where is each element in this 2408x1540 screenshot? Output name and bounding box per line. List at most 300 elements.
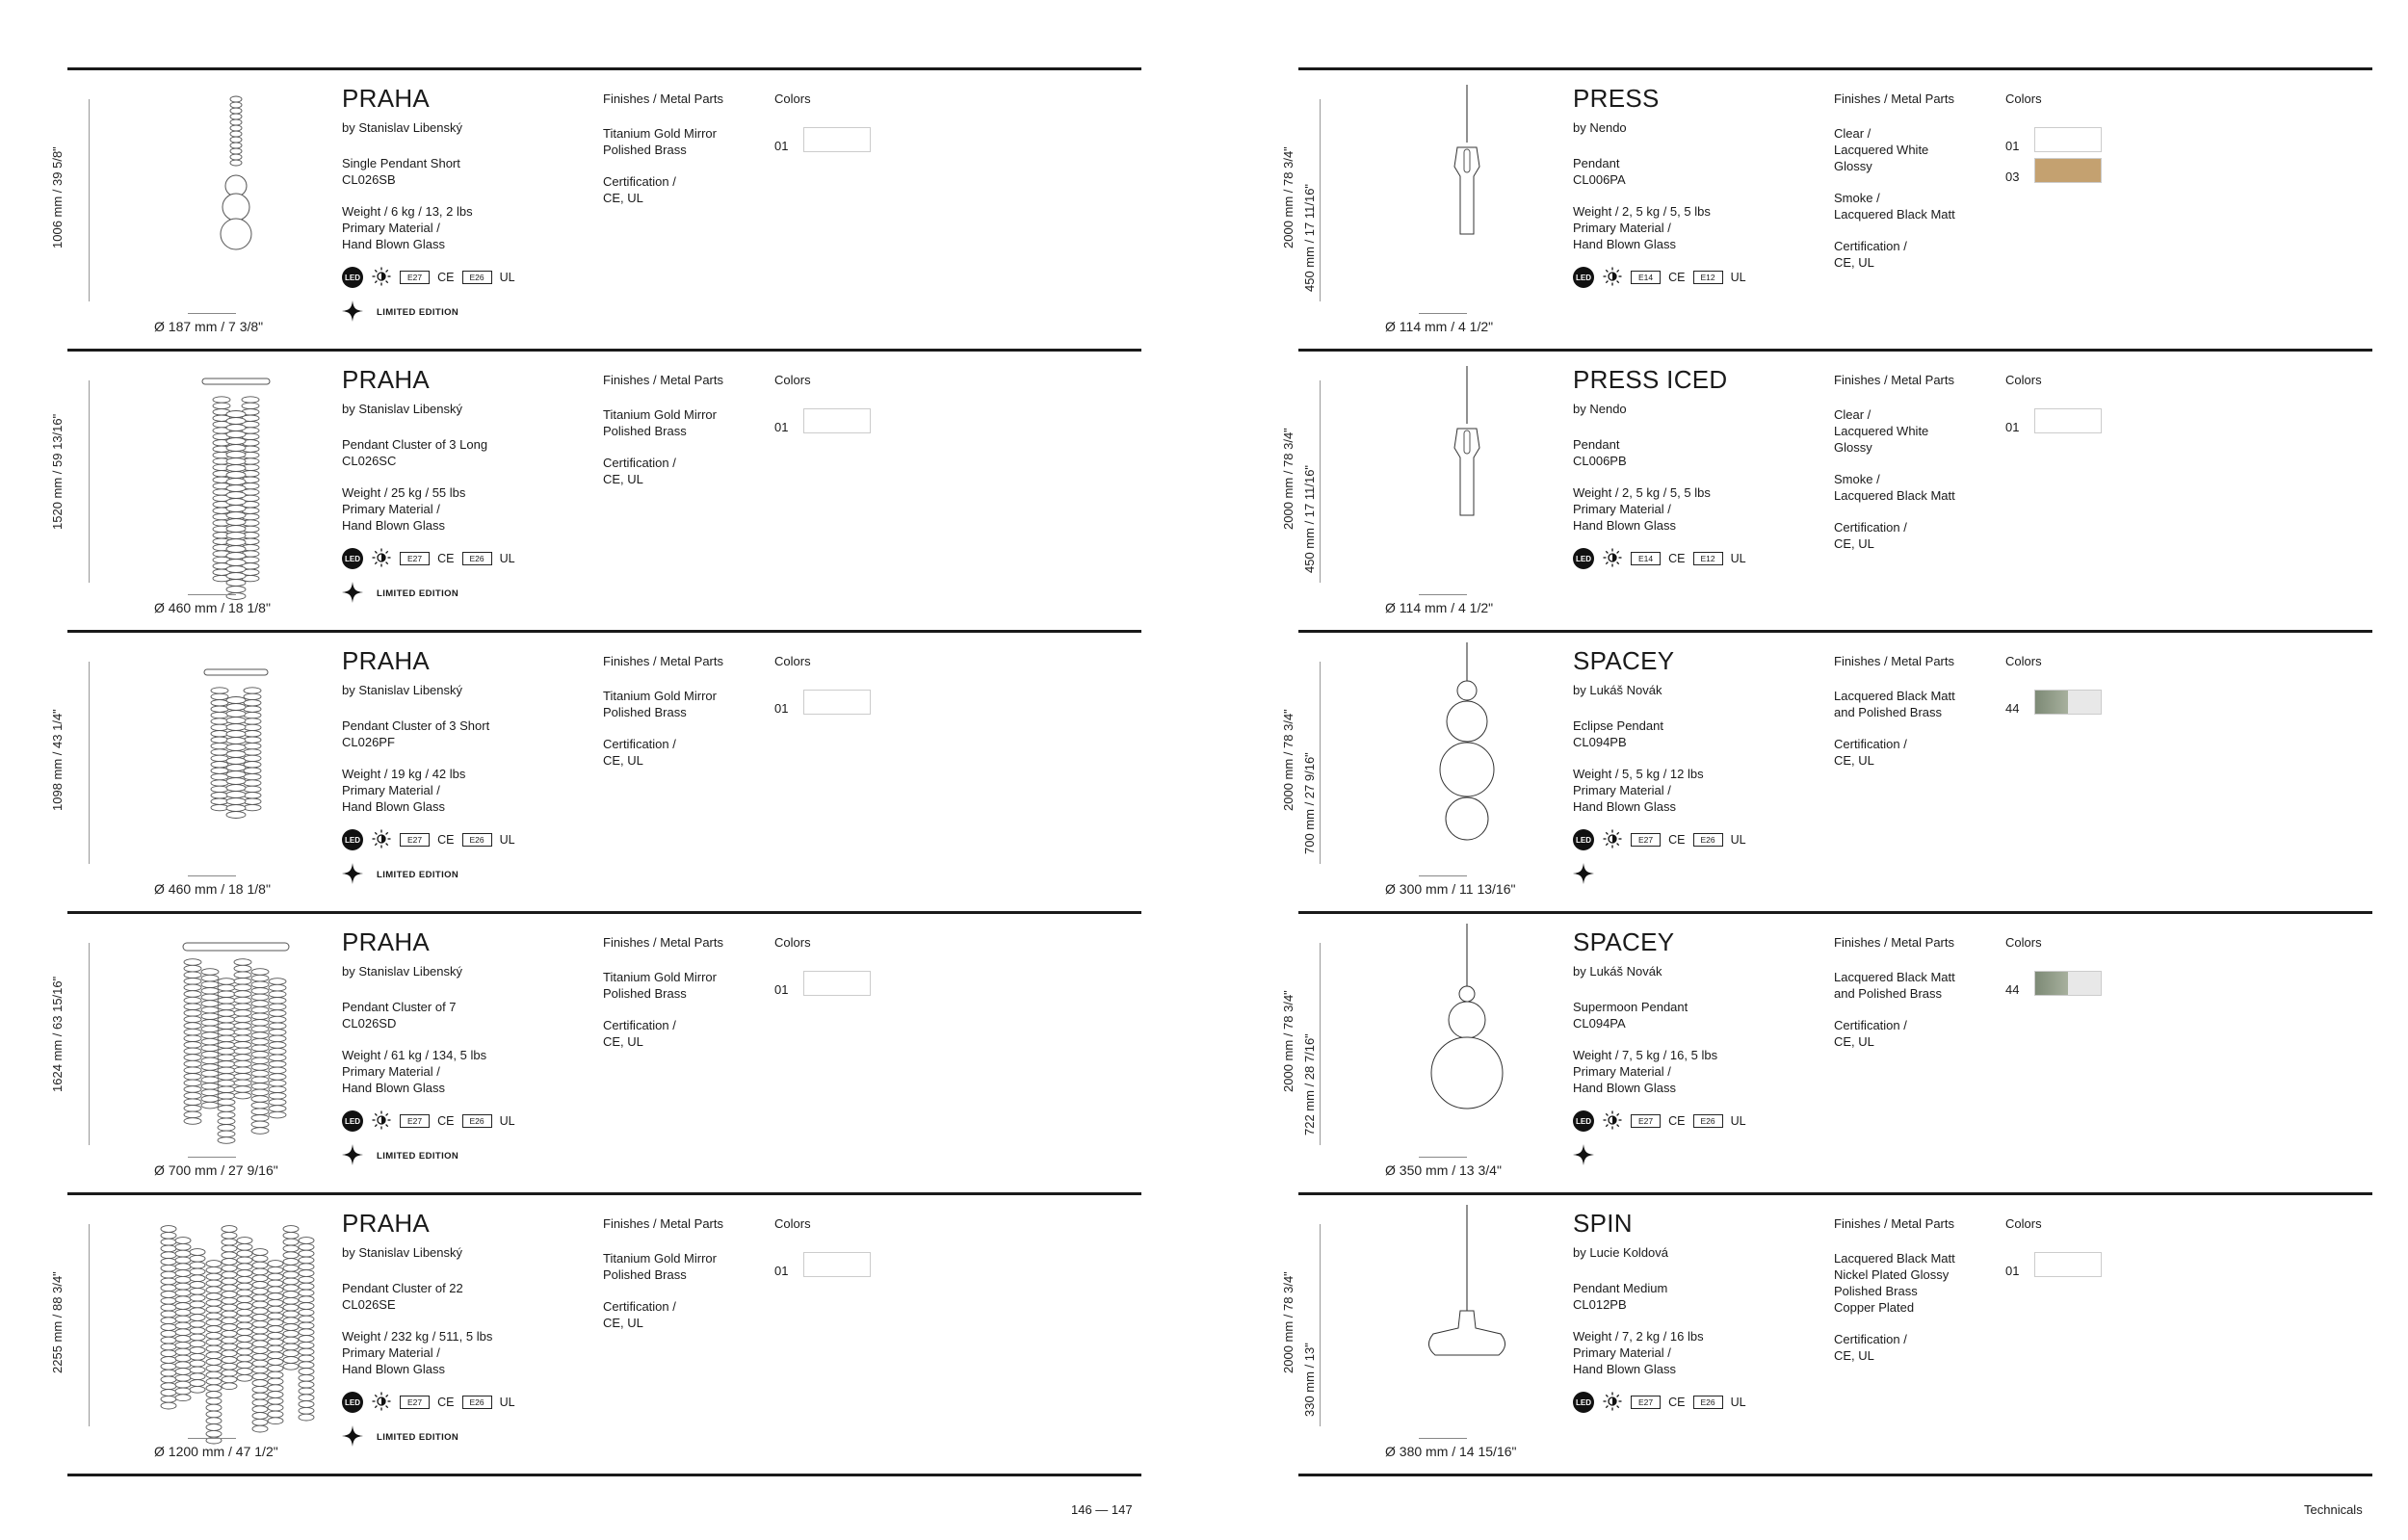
height-label: 1098 mm / 43 1/4" bbox=[50, 709, 65, 811]
product-type bbox=[1573, 155, 1823, 188]
spec-icons bbox=[1573, 1391, 1823, 1414]
socket-badge: E26 bbox=[462, 1396, 492, 1409]
diameter-label: Ø 114 mm / 4 1/2" bbox=[1385, 319, 1494, 334]
material-label: Primary Material / bbox=[342, 1064, 440, 1079]
certification-label: Certification / bbox=[603, 456, 676, 470]
color-swatch-row bbox=[774, 688, 890, 717]
weight-block bbox=[342, 766, 592, 815]
certification-label: Certification / bbox=[1834, 737, 1907, 751]
finish-group bbox=[1834, 1250, 1998, 1316]
height-line bbox=[1320, 662, 1321, 864]
finish-item: Polished Brass bbox=[1834, 1284, 1918, 1298]
height-label: 2000 mm / 78 3/4" bbox=[1281, 146, 1296, 248]
finish-item: Titanium Gold Mirror bbox=[603, 689, 717, 703]
spec-icons bbox=[1573, 547, 1823, 570]
material-label: Primary Material / bbox=[1573, 1064, 1671, 1079]
lamp-drawing bbox=[125, 642, 347, 883]
certification-value: CE, UL bbox=[1834, 1348, 1874, 1363]
height-line bbox=[1320, 99, 1321, 301]
certification-mark: CE bbox=[1668, 833, 1686, 847]
height-label-shade: 700 mm / 27 9/16" bbox=[1302, 752, 1317, 854]
color-swatch-row bbox=[774, 406, 890, 435]
designer-name: by Nendo bbox=[1573, 402, 1627, 416]
colors-header: Colors bbox=[2005, 935, 2042, 950]
finish-item: Titanium Gold Mirror bbox=[603, 126, 717, 141]
limited-edition-icon bbox=[342, 1144, 363, 1168]
material-label: Primary Material / bbox=[342, 783, 440, 797]
diameter-label: Ø 350 mm / 13 3/4" bbox=[1385, 1162, 1502, 1178]
height-label: 1624 mm / 63 15/16" bbox=[50, 976, 65, 1092]
certification bbox=[1834, 1331, 1998, 1364]
material-label: Primary Material / bbox=[342, 221, 440, 235]
material-label: Primary Material / bbox=[1573, 221, 1671, 235]
certification bbox=[1834, 736, 1998, 769]
colors-header: Colors bbox=[774, 935, 811, 950]
product-info bbox=[342, 646, 592, 887]
lamp-illustration bbox=[125, 642, 347, 883]
socket-badge: E12 bbox=[1693, 271, 1723, 284]
height-dimension bbox=[50, 99, 108, 292]
product-info bbox=[342, 1209, 592, 1449]
colors-header: Colors bbox=[774, 654, 811, 668]
material-value: Hand Blown Glass bbox=[342, 518, 445, 533]
type-label: Pendant bbox=[1573, 437, 1620, 452]
height-dimension bbox=[50, 662, 108, 854]
designer-name: by Stanislav Libenský bbox=[342, 964, 463, 979]
material-value: Hand Blown Glass bbox=[342, 1081, 445, 1095]
height-line bbox=[89, 1224, 90, 1426]
weight-block bbox=[342, 203, 592, 252]
product-name: PRAHA bbox=[342, 84, 431, 113]
socket-badge: E27 bbox=[1631, 833, 1661, 847]
swatch-code: 01 bbox=[774, 138, 789, 153]
color-swatch[interactable] bbox=[803, 408, 871, 433]
weight-value: Weight / 5, 5 kg / 12 lbs bbox=[1573, 767, 1704, 781]
spec-icons bbox=[342, 1109, 592, 1133]
diameter-line bbox=[188, 594, 236, 595]
product-name: SPIN bbox=[1573, 1209, 1633, 1238]
color-swatch[interactable] bbox=[803, 127, 871, 152]
type-label: Pendant Cluster of 22 bbox=[342, 1281, 463, 1295]
finish-item: Polished Brass bbox=[603, 705, 687, 719]
lamp-drawing bbox=[125, 1205, 347, 1446]
colors-header: Colors bbox=[774, 1216, 811, 1231]
finish-item: Lacquered Black Matt bbox=[1834, 207, 1955, 222]
product-type bbox=[1573, 1280, 1823, 1313]
certification-label: Certification / bbox=[1834, 239, 1907, 253]
limited-edition-icon bbox=[1573, 1144, 1594, 1168]
finish-item: Polished Brass bbox=[603, 143, 687, 157]
certification-value: CE, UL bbox=[603, 1316, 643, 1330]
height-line bbox=[89, 943, 90, 1145]
product-name: PRAHA bbox=[342, 1209, 431, 1238]
dimmable-icon bbox=[371, 1109, 392, 1134]
diameter-label: Ø 114 mm / 4 1/2" bbox=[1385, 600, 1494, 615]
socket-badge: E26 bbox=[1693, 1114, 1723, 1128]
certification-label: Certification / bbox=[603, 1018, 676, 1032]
left-page-column bbox=[50, 67, 1141, 1476]
product-entry bbox=[50, 630, 1141, 911]
type-label: Pendant Cluster of 3 Long bbox=[342, 437, 488, 452]
colors-column bbox=[2005, 1216, 2121, 1281]
certification-value: CE, UL bbox=[1834, 1034, 1874, 1049]
product-type bbox=[342, 436, 592, 469]
limited-edition-label: LIMITED EDITION bbox=[377, 870, 459, 880]
finish-group bbox=[603, 969, 767, 1002]
colors-header: Colors bbox=[2005, 373, 2042, 387]
type-label: Pendant bbox=[1573, 156, 1620, 170]
height-dimension bbox=[1281, 380, 1339, 573]
led-icon: LED bbox=[1573, 829, 1594, 850]
product-entry bbox=[50, 911, 1141, 1192]
diameter-line bbox=[188, 1438, 236, 1439]
product-code: CL026SC bbox=[342, 454, 397, 468]
finish-group bbox=[1834, 688, 1998, 720]
finish-group bbox=[1834, 471, 1998, 504]
height-dimension bbox=[1281, 943, 1339, 1135]
type-label: Pendant Cluster of 7 bbox=[342, 1000, 457, 1014]
limited-edition bbox=[1573, 1144, 1823, 1168]
swatch-code: 01 bbox=[774, 1263, 789, 1278]
designer-name: by Stanislav Libenský bbox=[342, 120, 463, 135]
dimmable-icon bbox=[371, 1391, 392, 1415]
finish-item: Clear / bbox=[1834, 126, 1871, 141]
diameter-line bbox=[188, 313, 236, 314]
weight-block bbox=[342, 1328, 592, 1377]
certification-label: Certification / bbox=[1834, 1332, 1907, 1346]
swatch-code: 44 bbox=[2005, 981, 2020, 997]
product-name: SPACEY bbox=[1573, 927, 1675, 956]
certification-value: CE, UL bbox=[1834, 255, 1874, 270]
finishes-column bbox=[1834, 91, 1998, 271]
certification bbox=[1834, 238, 1998, 271]
color-swatch-row bbox=[774, 125, 890, 154]
socket-badge: E27 bbox=[400, 833, 430, 847]
weight-value: Weight / 25 kg / 55 lbs bbox=[342, 485, 466, 500]
lamp-illustration bbox=[125, 80, 347, 321]
dimmable-icon bbox=[1602, 266, 1623, 290]
finishes-header: Finishes / Metal Parts bbox=[603, 654, 723, 668]
color-swatch-row bbox=[2005, 1250, 2121, 1279]
finishes-column bbox=[603, 1216, 767, 1331]
height-label: 2255 mm / 88 3/4" bbox=[50, 1271, 65, 1373]
limited-edition bbox=[342, 1144, 592, 1168]
color-swatch[interactable] bbox=[2034, 971, 2102, 996]
height-line bbox=[89, 380, 90, 583]
finish-item: and Polished Brass bbox=[1834, 705, 1943, 719]
certification-value: CE, UL bbox=[1834, 536, 1874, 551]
lamp-illustration bbox=[1356, 80, 1578, 321]
certification-value: CE, UL bbox=[603, 1034, 643, 1049]
certification bbox=[603, 173, 767, 206]
product-name: PRAHA bbox=[342, 646, 431, 675]
finish-item: and Polished Brass bbox=[1834, 986, 1943, 1001]
designer-name: by Lukáš Novák bbox=[1573, 683, 1662, 697]
finish-item: Glossy bbox=[1834, 440, 1872, 455]
product-info bbox=[1573, 927, 1823, 1168]
certification-mark: UL bbox=[1730, 271, 1746, 284]
finish-group bbox=[1834, 190, 1998, 222]
finishes-column bbox=[603, 91, 767, 206]
type-label: Pendant Medium bbox=[1573, 1281, 1668, 1295]
color-swatch[interactable] bbox=[2034, 127, 2102, 152]
lamp-drawing bbox=[125, 80, 347, 321]
material-value: Hand Blown Glass bbox=[1573, 237, 1676, 251]
color-swatch-row bbox=[2005, 969, 2121, 998]
product-code: CL026PF bbox=[342, 735, 395, 749]
dimmable-icon bbox=[371, 828, 392, 852]
material-label: Primary Material / bbox=[1573, 502, 1671, 516]
weight-value: Weight / 6 kg / 13, 2 lbs bbox=[342, 204, 473, 219]
color-swatch[interactable] bbox=[803, 690, 871, 715]
certification-mark: UL bbox=[499, 1114, 515, 1128]
finishes-column bbox=[1834, 373, 1998, 552]
colors-column bbox=[2005, 654, 2121, 718]
color-swatch-row bbox=[774, 1250, 890, 1279]
finish-item: Lacquered White bbox=[1834, 424, 1929, 438]
color-swatch[interactable] bbox=[2034, 690, 2102, 715]
product-info bbox=[1573, 1209, 1823, 1414]
colors-header: Colors bbox=[2005, 654, 2042, 668]
socket-badge: E26 bbox=[462, 1114, 492, 1128]
product-entry bbox=[1281, 911, 2372, 1192]
dimmable-icon bbox=[1602, 828, 1623, 852]
weight-value: Weight / 19 kg / 42 lbs bbox=[342, 767, 466, 781]
colors-column bbox=[2005, 935, 2121, 1000]
certification-label: Certification / bbox=[603, 1299, 676, 1314]
height-label: 2000 mm / 78 3/4" bbox=[1281, 428, 1296, 530]
socket-badge: E27 bbox=[1631, 1114, 1661, 1128]
certification-mark: CE bbox=[1668, 552, 1686, 565]
finishes-column bbox=[603, 654, 767, 769]
weight-value: Weight / 2, 5 kg / 5, 5 lbs bbox=[1573, 204, 1711, 219]
certification-mark: CE bbox=[437, 833, 455, 847]
weight-block bbox=[1573, 1328, 1823, 1377]
certification-mark: UL bbox=[1730, 833, 1746, 847]
limited-edition-icon bbox=[1573, 863, 1594, 887]
colors-header: Colors bbox=[774, 373, 811, 387]
certification-label: Certification / bbox=[603, 737, 676, 751]
certification-mark: UL bbox=[1730, 1114, 1746, 1128]
height-dimension bbox=[1281, 99, 1339, 292]
certification-mark: CE bbox=[437, 552, 455, 565]
finish-item: Lacquered Black Matt bbox=[1834, 970, 1955, 984]
product-info bbox=[342, 927, 592, 1168]
lamp-illustration bbox=[1356, 1205, 1578, 1446]
right-page-column bbox=[1281, 67, 2372, 1476]
finishes-header: Finishes / Metal Parts bbox=[1834, 935, 1954, 950]
socket-badge: E14 bbox=[1631, 552, 1661, 565]
product-type bbox=[342, 999, 592, 1031]
color-swatch-row bbox=[2005, 406, 2121, 435]
certification bbox=[603, 1017, 767, 1050]
finish-group bbox=[603, 125, 767, 158]
product-entry bbox=[1281, 630, 2372, 911]
product-type bbox=[1573, 999, 1823, 1031]
lamp-illustration bbox=[125, 361, 347, 602]
lamp-illustration bbox=[125, 924, 347, 1164]
limited-edition-icon bbox=[342, 1425, 363, 1449]
weight-block bbox=[1573, 1047, 1823, 1096]
material-value: Hand Blown Glass bbox=[1573, 1081, 1676, 1095]
product-name: PRESS bbox=[1573, 84, 1660, 113]
lamp-drawing bbox=[1356, 924, 1578, 1164]
color-swatch-row bbox=[774, 969, 890, 998]
spec-icons bbox=[342, 1391, 592, 1414]
socket-badge: E14 bbox=[1631, 271, 1661, 284]
led-icon: LED bbox=[1573, 1392, 1594, 1413]
designer-name: by Nendo bbox=[1573, 120, 1627, 135]
led-icon: LED bbox=[342, 548, 363, 569]
color-swatch[interactable] bbox=[803, 971, 871, 996]
height-label: 1006 mm / 39 5/8" bbox=[50, 146, 65, 248]
lamp-illustration bbox=[1356, 924, 1578, 1164]
product-entry bbox=[50, 1192, 1141, 1476]
diameter-label: Ø 460 mm / 18 1/8" bbox=[154, 881, 271, 897]
certification-value: CE, UL bbox=[1834, 753, 1874, 768]
finish-item: Titanium Gold Mirror bbox=[603, 407, 717, 422]
product-entry bbox=[1281, 67, 2372, 349]
product-entry bbox=[1281, 1192, 2372, 1476]
finish-group bbox=[1834, 969, 1998, 1002]
socket-badge: E27 bbox=[400, 271, 430, 284]
height-label-shade: 330 mm / 13" bbox=[1302, 1343, 1317, 1417]
color-swatch[interactable] bbox=[2034, 408, 2102, 433]
swatch-code: 01 bbox=[2005, 1263, 2020, 1278]
certification-mark: CE bbox=[437, 1396, 455, 1409]
finish-item: Lacquered White bbox=[1834, 143, 1929, 157]
spec-icons bbox=[342, 828, 592, 851]
weight-block bbox=[1573, 766, 1823, 815]
certification-mark: UL bbox=[499, 271, 515, 284]
finish-item: Lacquered Black Matt bbox=[1834, 488, 1955, 503]
limited-edition-icon bbox=[342, 582, 363, 606]
height-dimension bbox=[1281, 662, 1339, 854]
certification-label: Certification / bbox=[1834, 520, 1907, 535]
swatch-code: 01 bbox=[2005, 419, 2020, 434]
finish-item: Polished Brass bbox=[603, 424, 687, 438]
height-label: 1520 mm / 59 13/16" bbox=[50, 413, 65, 530]
certification-mark: UL bbox=[499, 1396, 515, 1409]
height-dimension bbox=[1281, 1224, 1339, 1417]
socket-badge: E12 bbox=[1693, 552, 1723, 565]
type-label: Supermoon Pendant bbox=[1573, 1000, 1688, 1014]
designer-name: by Lukáš Novák bbox=[1573, 964, 1662, 979]
material-value: Hand Blown Glass bbox=[342, 799, 445, 814]
type-label: Eclipse Pendant bbox=[1573, 718, 1663, 733]
product-code: CL026SD bbox=[342, 1016, 397, 1031]
spec-icons bbox=[1573, 266, 1823, 289]
limited-edition-icon bbox=[342, 863, 363, 887]
height-line bbox=[1320, 943, 1321, 1145]
certification bbox=[603, 455, 767, 487]
finish-item: Smoke / bbox=[1834, 191, 1880, 205]
designer-name: by Lucie Koldová bbox=[1573, 1245, 1669, 1260]
lamp-drawing bbox=[1356, 642, 1578, 883]
finish-item: Polished Brass bbox=[603, 986, 687, 1001]
designer-name: by Stanislav Libenský bbox=[342, 1245, 463, 1260]
limited-edition bbox=[342, 863, 592, 887]
certification-mark: UL bbox=[499, 552, 515, 565]
certification-value: CE, UL bbox=[603, 472, 643, 486]
lamp-illustration bbox=[1356, 642, 1578, 883]
diameter-line bbox=[1419, 1157, 1467, 1158]
colors-header: Colors bbox=[774, 91, 811, 106]
product-code: CL006PB bbox=[1573, 454, 1627, 468]
color-swatch[interactable] bbox=[803, 1252, 871, 1277]
color-swatch-row bbox=[2005, 125, 2121, 154]
product-code: CL026SE bbox=[342, 1297, 396, 1312]
socket-badge: E27 bbox=[400, 552, 430, 565]
type-label: Single Pendant Short bbox=[342, 156, 460, 170]
weight-block bbox=[342, 484, 592, 534]
weight-value: Weight / 7, 2 kg / 16 lbs bbox=[1573, 1329, 1704, 1344]
limited-edition bbox=[1573, 863, 1823, 887]
product-code: CL026SB bbox=[342, 172, 396, 187]
type-label: Pendant Cluster of 3 Short bbox=[342, 718, 490, 733]
color-swatch[interactable] bbox=[2034, 158, 2102, 183]
socket-badge: E26 bbox=[1693, 833, 1723, 847]
lamp-illustration bbox=[125, 1205, 347, 1446]
colors-header: Colors bbox=[2005, 91, 2042, 106]
height-line bbox=[89, 662, 90, 864]
weight-block bbox=[1573, 203, 1823, 252]
dimmable-icon bbox=[1602, 1109, 1623, 1134]
diameter-line bbox=[1419, 1438, 1467, 1439]
height-label-shade: 450 mm / 17 11/16" bbox=[1302, 183, 1317, 292]
weight-value: Weight / 7, 5 kg / 16, 5 lbs bbox=[1573, 1048, 1718, 1062]
product-code: CL006PA bbox=[1573, 172, 1626, 187]
product-code: CL094PA bbox=[1573, 1016, 1626, 1031]
height-line bbox=[1320, 1224, 1321, 1426]
diameter-line bbox=[1419, 875, 1467, 876]
height-dimension bbox=[50, 943, 108, 1135]
led-icon: LED bbox=[1573, 1110, 1594, 1132]
finish-group bbox=[603, 406, 767, 439]
color-swatch-row bbox=[2005, 156, 2121, 185]
lamp-drawing bbox=[1356, 1205, 1578, 1446]
height-label: 2000 mm / 78 3/4" bbox=[1281, 990, 1296, 1092]
limited-edition-label: LIMITED EDITION bbox=[377, 1151, 459, 1162]
finish-group bbox=[603, 1250, 767, 1283]
lamp-drawing bbox=[125, 924, 347, 1164]
spec-icons bbox=[342, 266, 592, 289]
spec-icons bbox=[1573, 828, 1823, 851]
lamp-drawing bbox=[125, 361, 347, 602]
product-info bbox=[1573, 84, 1823, 289]
socket-badge: E27 bbox=[400, 1396, 430, 1409]
weight-value: Weight / 61 kg / 134, 5 lbs bbox=[342, 1048, 487, 1062]
finishes-header: Finishes / Metal Parts bbox=[1834, 373, 1954, 387]
finishes-header: Finishes / Metal Parts bbox=[603, 373, 723, 387]
limited-edition bbox=[342, 582, 592, 606]
led-icon: LED bbox=[342, 829, 363, 850]
height-label-shade: 722 mm / 28 7/16" bbox=[1302, 1033, 1317, 1135]
section-label: Technicals bbox=[2304, 1502, 2363, 1517]
diameter-line bbox=[188, 875, 236, 876]
height-line bbox=[1320, 380, 1321, 583]
socket-badge: E26 bbox=[462, 552, 492, 565]
finish-item: Smoke / bbox=[1834, 472, 1880, 486]
dimmable-icon bbox=[371, 266, 392, 290]
product-type bbox=[342, 155, 592, 188]
color-swatch[interactable] bbox=[2034, 1252, 2102, 1277]
limited-edition-label: LIMITED EDITION bbox=[377, 588, 459, 599]
lamp-drawing bbox=[1356, 80, 1578, 321]
height-line bbox=[89, 99, 90, 301]
limited-edition bbox=[342, 300, 592, 325]
dimmable-icon bbox=[1602, 547, 1623, 571]
